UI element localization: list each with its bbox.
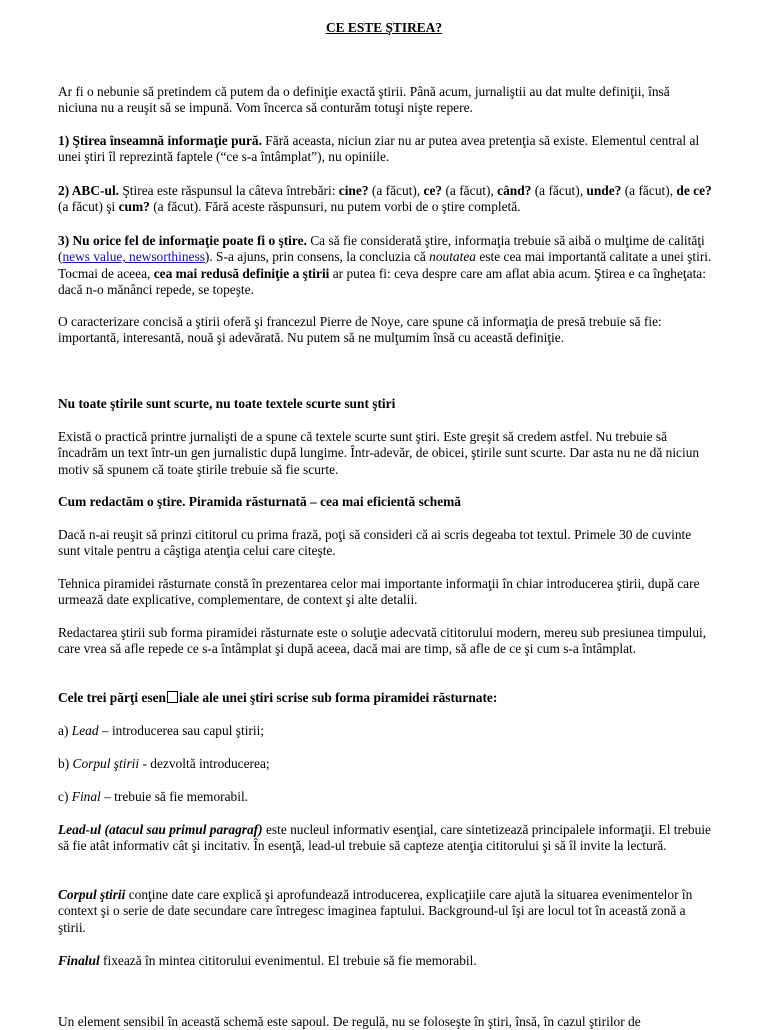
pyramid-technique-paragraph: Tehnica piramidei răsturnate constă în prezentarea celor mai importante informaţii în chiar introducerea ştirii, după care urmează date explicative, complementare, de context şi alte detalii. [58, 576, 700, 608]
list-item-lead: a) Lead – introducerea sau capul ştirii; [58, 723, 265, 738]
body-description-paragraph: Corpul ştirii conţine date care explică şi aprofundează introducerea, explicaţiile care ajută la situarea evenimentelor în context şi o serie de date secundare care întregesc imaginea faptului. Background-ul îşi are locul tot în această zonă a ştirii. [58, 887, 693, 935]
list-item-body: b) Corpul ştirii - dezvoltă introducerea; [58, 756, 270, 771]
intro-paragraph: Ar fi o nebunie să pretindem că putem da o definiţie exactă ştirii. Până acum, jurnaliştii au dat multe definiţii, însă niciuna nu a reuşit să se impună. Vom încerca să conturăm totuşi nişte repere. [58, 84, 670, 116]
section-heading-short-news: Nu toate ştirile sunt scurte, nu toate textele scurte sunt ştiri [58, 396, 396, 411]
list-item-final: c) Final – trebuie să fie memorabil. [58, 789, 249, 804]
section-heading-inverted-pyramid: Cum redactăm o ştire. Piramida răsturnată – cea mai eficientă schemă [58, 494, 461, 509]
section-heading-three-parts: Cele trei părţi esen iale ale unei ştiri scrise sub forma piramidei răsturnate: [58, 690, 498, 705]
modern-reader-paragraph: Redactarea ştirii sub forma piramidei răsturnate este o soluţie adecvată cititorului modern, mereu sub presiunea timpului, care vrea să afle repede ce s-a întâmplat şi după aceea, dacă mai are timp, să afle de ce şi cum s-a întâmplat. [58, 625, 707, 657]
point-1-paragraph: 1) Ştirea înseamnă informaţie pură. Fără aceasta, niciun ziar nu ar putea avea pretenţia să existe. Elementul central al unei ştiri îl reprezintă faptele (“ce s-a întâmplat”), nu opiniile. [58, 133, 700, 165]
news-value-link[interactable]: news value, newsorthiness [62, 249, 205, 265]
final-description-paragraph: Finalul fixează în mintea cititorului evenimentul. El trebuie să fie memorabil. [58, 953, 477, 968]
first-sentence-paragraph: Dacă n-ai reuşit să prinzi cititorul cu prima frază, poţi să consideri că ai scris degeaba tot textul. Primele 30 de cuvinte sunt vitale pentru a câştiga atenţia celui care citeşte. [58, 527, 692, 559]
point-2-paragraph: 2) ABC-ul. Ştirea este răspunsul la câteva întrebări: cine? (a făcut), ce? (a făcut), când? (a făcut), unde? (a făcut), de ce? (a făcut) şi cum? (a făcut). Fără aceste răspunsuri, nu putem vorbi de o ştire completă. [58, 183, 712, 215]
point-1-heading: 1) Ştirea înseamnă informaţie pură. [58, 133, 262, 148]
point-2-heading: 2) ABC-ul. [58, 183, 120, 198]
point-3-heading: 3) Nu orice fel de informaţie poate fi o ştire. [58, 233, 307, 248]
lead-description-paragraph: Lead-ul (atacul sau primul paragraf) este nucleul informativ esenţial, care sintetizează principalele informaţii. El trebuie să fie atât informativ cât şi incitativ. În esenţă, lead-ul trebuie să capteze atenţia cititorului şi să îl invite la lectură. [58, 822, 711, 854]
document-title: CE ESTE ŞTIREA? [325, 20, 443, 35]
pierre-de-noye-paragraph: O caracterizare concisă a ştirii oferă şi francezul Pierre de Noye, care spune că informaţia de presă trebuie să fie: importantă, interesantă, nouă şi adevărată. Nu putem să ne mulţumim însă cu această definiţie. [58, 314, 662, 346]
short-news-paragraph: Există o practică printre jurnalişti de a spune că textele scurte sunt ştiri. Este greşit să credem astfel. Nu trebuie să încadrăm un text într-un gen jurnalistic după lungime. Într-adevăr, de obicei, ştirile sunt scurte. Dar asta nu ne dă niciun motiv să spunem că toate ştirile trebuie să fie scurte. [58, 429, 700, 477]
sapou-paragraph: Un element sensibil în această schemă este sapoul. De regulă, nu se foloseşte în ştiri, însă, în cazul ştirilor de [58, 1014, 641, 1029]
point-3-paragraph: 3) Nu orice fel de informaţie poate fi o ştire. Ca să fie considerată ştire, informaţia trebuie să aibă o mulţime de calităţi (news value, newsorthiness). S-a ajuns, prin consens, la concluzia că noutatea este cea mai importantă calitate a unei ştiri. Tocmai de aceea, cea mai redusă definiţie a ştirii ar putea fi: ceva despre care am aflat abia acum. Ştirea e ca îngheţata: dacă n-o mănânci repede, se topeşte. [58, 233, 712, 297]
missing-glyph-box [167, 691, 178, 703]
